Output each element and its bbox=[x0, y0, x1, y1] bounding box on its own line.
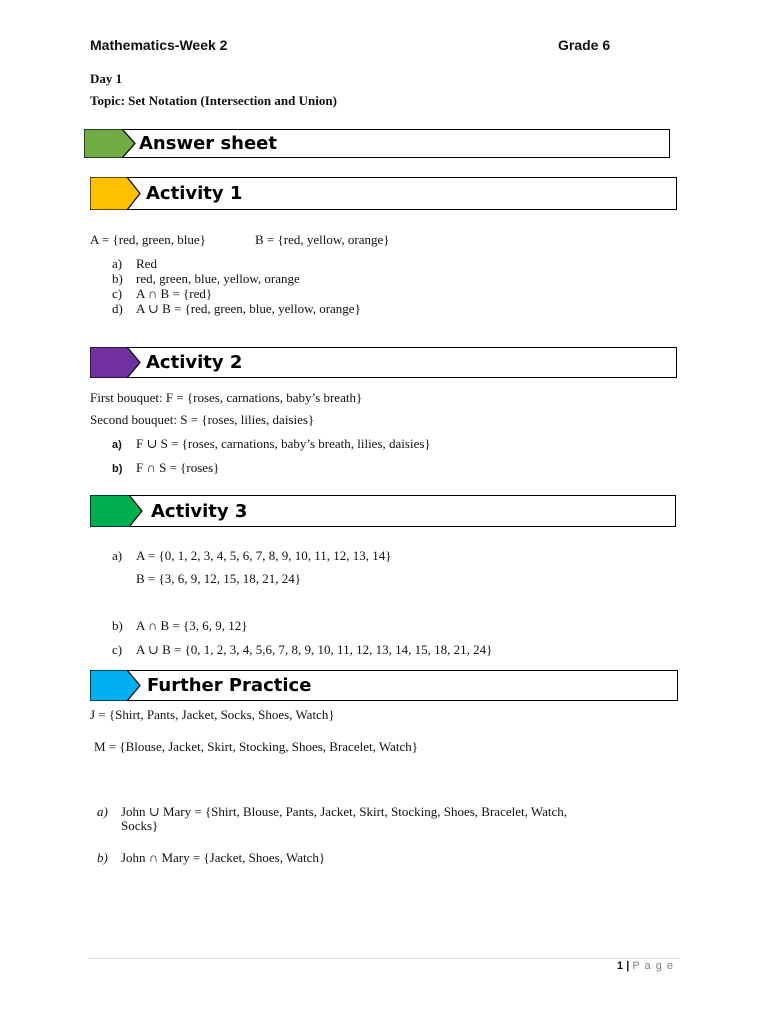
header-grade: Grade 6 bbox=[558, 37, 611, 53]
day-label: Day 1 bbox=[90, 71, 123, 86]
list-item: b) A ∩ B = {3, 6, 9, 12} bbox=[112, 618, 248, 633]
activity1-arrow-icon bbox=[90, 177, 142, 210]
further-set-m: M = {Blouse, Jacket, Skirt, Stocking, Shoes, Bracelet, Watch} bbox=[94, 739, 418, 754]
list-item: b) John ∩ Mary = {Jacket, Shoes, Watch} bbox=[97, 850, 326, 865]
further-practice-title: Further Practice bbox=[147, 675, 312, 696]
answer-sheet-arrow-icon bbox=[84, 129, 136, 158]
activity1-set-a: A = {red, green, blue} bbox=[90, 232, 206, 247]
activity3-banner bbox=[90, 495, 676, 527]
list-item: c) A ∩ B = {red} bbox=[112, 286, 213, 301]
list-item: B = {3, 6, 9, 12, 15, 18, 21, 24} bbox=[136, 571, 301, 586]
activity3-title: Activity 3 bbox=[151, 501, 248, 522]
activity1-title: Activity 1 bbox=[146, 183, 243, 204]
activity2-banner bbox=[90, 347, 677, 378]
list-item: a) Red bbox=[112, 256, 157, 271]
list-item: a) A = {0, 1, 2, 3, 4, 5, 6, 7, 8, 9, 10, 11, 12, 13, 14} bbox=[112, 548, 392, 563]
list-item-continuation: Socks} bbox=[121, 818, 159, 833]
list-item: d) A ∪ B = {red, green, blue, yellow, orange} bbox=[112, 301, 361, 316]
further-set-j: J = {Shirt, Pants, Jacket, Socks, Shoes, Watch} bbox=[90, 707, 335, 722]
list-item: b) F ∩ S = {roses} bbox=[112, 460, 220, 475]
page-footer bbox=[617, 960, 674, 972]
list-item: c) A ∪ B = {0, 1, 2, 3, 4, 5,6, 7, 8, 9, 10, 11, 12, 13, 14, 15, 18, 21, 24} bbox=[112, 642, 493, 657]
page-number: 1 bbox=[617, 960, 624, 972]
activity1-banner bbox=[90, 177, 677, 210]
activity3-arrow-icon bbox=[90, 495, 144, 527]
activity2-first-bouquet: First bouquet: F = {roses, carnations, baby’s breath} bbox=[90, 390, 363, 405]
topic-label: Topic: Set Notation (Intersection and Union) bbox=[90, 93, 337, 108]
page-separator: | bbox=[626, 960, 630, 972]
header-subject: Mathematics-Week 2 bbox=[90, 37, 228, 53]
answer-sheet-banner bbox=[84, 129, 670, 158]
list-item: a) F ∪ S = {roses, carnations, baby’s breath, lilies, daisies} bbox=[112, 436, 431, 451]
list-item: b) red, green, blue, yellow, orange bbox=[112, 271, 300, 286]
page-word: P a g e bbox=[632, 960, 674, 972]
activity2-arrow-icon bbox=[90, 347, 142, 378]
activity2-title: Activity 2 bbox=[146, 352, 243, 373]
activity1-set-b: B = {red, yellow, orange} bbox=[255, 232, 390, 247]
further-practice-banner bbox=[90, 670, 678, 701]
answer-sheet-title: Answer sheet bbox=[139, 133, 277, 154]
activity2-second-bouquet: Second bouquet: S = {roses, lilies, daisies} bbox=[90, 412, 315, 427]
list-item: a) John ∪ Mary = {Shirt, Blouse, Pants, Jacket, Skirt, Stocking, Shoes, Bracelet, Watch, bbox=[97, 804, 567, 819]
footer-divider bbox=[88, 958, 680, 959]
further-practice-arrow-icon bbox=[90, 670, 142, 701]
